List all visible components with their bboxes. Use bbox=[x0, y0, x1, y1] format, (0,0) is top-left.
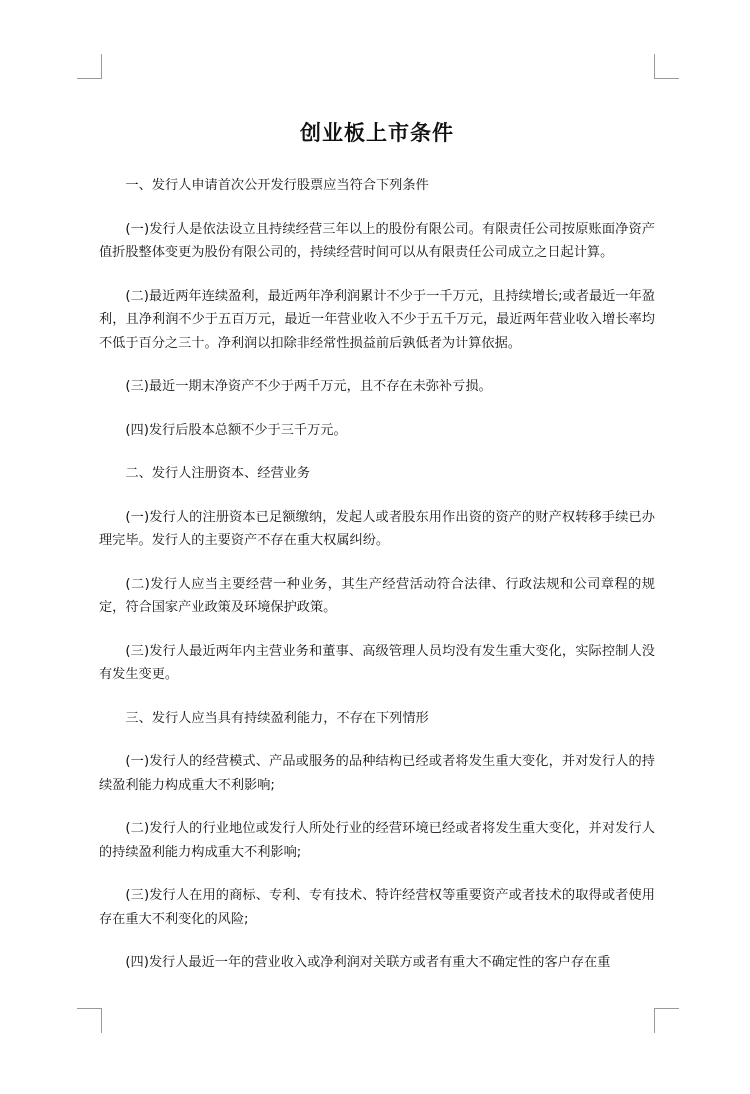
document-page bbox=[99, 116, 655, 995]
paragraph: (四)发行人最近一年的营业收入或净利润对关联方或者有重大不确定性的客户存在重 bbox=[125, 955, 611, 970]
page-corner-mark-top-left bbox=[77, 54, 102, 79]
paragraph: (二)发行人应当主要经营一种业务，其生产经营活动符合法律、行政法规和公司章程的规定，符合国家产业政策及环境保护政策。 bbox=[99, 576, 655, 615]
paragraph: (三)发行人最近两年内主营业务和董事、高级管理人员均没有发生重大变化，实际控制人没有发生变更。 bbox=[99, 643, 655, 682]
page-corner-mark-top-right bbox=[654, 54, 679, 79]
paragraph: (一)发行人的注册资本已足额缴纳，发起人或者股东用作出资的资产的财产权转移手续已办理完毕。发行人的主要资产不存在重大权属纠纷。 bbox=[99, 509, 655, 548]
paragraph: (三)最近一期末净资产不少于两千万元，且不存在未弥补亏损。 bbox=[125, 379, 492, 394]
paragraph: (三)发行人在用的商标、专利、专有技术、特许经营权等重要资产或者技术的取得或者使用存在重大不利变化的风险; bbox=[99, 888, 655, 927]
page-corner-mark-bottom-left bbox=[77, 1008, 102, 1033]
section-heading-3: 三、发行人应当具有持续盈利能力，不存在下列情形 bbox=[125, 710, 429, 726]
paragraph: (二)最近两年连续盈利，最近两年净利润累计不少于一千万元，且持续增长;或者最近一年盈利，且净利润不少于五百万元，最近一年营业收入不少于五千万元，最近两年营业收入增长率均不低于百分之三十。净利润以扣除非经常性损益前后孰低者为计算依据。 bbox=[99, 288, 655, 351]
section-heading-1: 一、发行人申请首次公开发行股票应当符合下列条件 bbox=[125, 178, 429, 193]
paragraph: (四)发行后股本总额不少于三千万元。 bbox=[125, 422, 347, 438]
page-corner-mark-bottom-right bbox=[654, 1008, 679, 1033]
paragraph: (二)发行人的行业地位或发行人所处行业的经营环境已经或者将发生重大变化，并对发行人的持续盈利能力构成重大不利影响; bbox=[99, 821, 655, 860]
section-heading-2: 二、发行人注册资本、经营业务 bbox=[125, 466, 311, 481]
paragraph: (一)发行人是依法设立且持续经营三年以上的股份有限公司。有限责任公司按原账面净资产值折股整体变更为股份有限公司的，持续经营时间可以从有限责任公司成立之日起计算。 bbox=[99, 221, 655, 260]
paragraph: (一)发行人的经营模式、产品或服务的品种结构已经或者将发生重大变化，并对发行人的持续盈利能力构成重大不利影响; bbox=[99, 754, 655, 793]
document-title: 创业板上市条件 bbox=[300, 120, 454, 145]
